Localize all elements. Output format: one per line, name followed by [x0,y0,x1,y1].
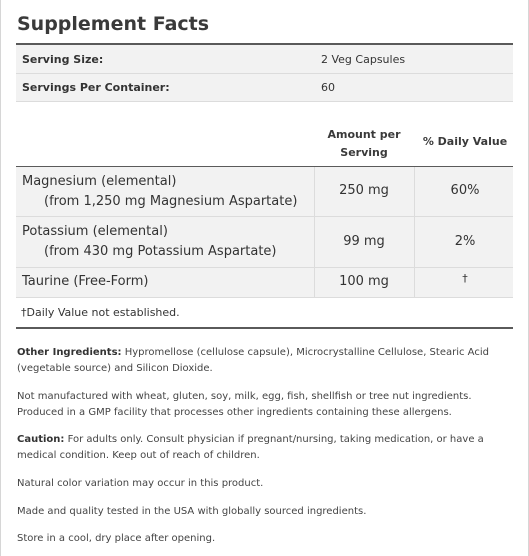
amount-per-serving-header [314,126,414,162]
bottom-divider [16,327,513,329]
allergen-note: Not manufactured with wheat, gluten, soy, milk, egg, fish, shellfish or tree nut ingredients. Produced in a GMP facility that processes other ingredients containing these allergens. [17,391,472,418]
servings-per-container-row [16,74,513,102]
servings-per-container-label: Servings Per Container: [22,81,170,94]
nutrient-amount: 100 mg [339,274,389,289]
nutrient-source: (from 1,250 mg Magnesium Aspartate) [44,194,298,209]
serving-size-row [16,45,513,74]
daily-value-footnote: †Daily Value not established. [21,306,180,319]
storage-note: Store in a cool, dry place after opening. [17,533,216,544]
nutrient-daily-value: 60% [450,183,480,198]
nutrient-source: (from 430 mg Potassium Aspartate) [44,244,277,259]
serving-size-label: Serving Size: [22,53,104,66]
amount-header-line1: Amount per [327,128,401,141]
made-in-usa-note: Made and quality tested in the USA with globally sourced ingredients. [17,506,367,517]
nutrient-row [16,167,513,217]
other-ingredients [17,345,515,377]
caution-text: For adults only. Consult physician if pregnant/nursing, taking medication, or have a medical condition. Keep out of reach of children. [17,434,484,461]
serving-size-value: 2 Veg Capsules [321,53,406,66]
nutrient-row [16,268,513,298]
nutrient-name: Taurine (Free-Form) [22,274,149,289]
panel-title: Supplement Facts [17,13,210,35]
color-variation-note: Natural color variation may occur in this product. [17,478,264,489]
caution-label: Caution: [17,434,65,445]
daily-value-header: % Daily Value [422,135,508,148]
nutrient-amount: 250 mg [339,183,389,198]
nutrient-amount: 99 mg [343,234,385,249]
nutrient-daily-value: † [462,272,468,285]
other-ingredients-text: Hypromellose (cellulose capsule), Microcrystalline Cellulose, Stearic Acid (vegetable source) and Silicon Dioxide. [17,347,489,374]
nutrient-daily-value: 2% [454,234,476,249]
amount-header-line2: Serving [340,146,388,159]
caution-note [17,432,515,464]
nutrient-name: Magnesium (elemental) [22,174,177,189]
nutrient-row [16,217,513,268]
other-ingredients-label: Other Ingredients: [17,347,122,358]
nutrient-name: Potassium (elemental) [22,224,168,239]
servings-per-container-value: 60 [321,81,335,94]
